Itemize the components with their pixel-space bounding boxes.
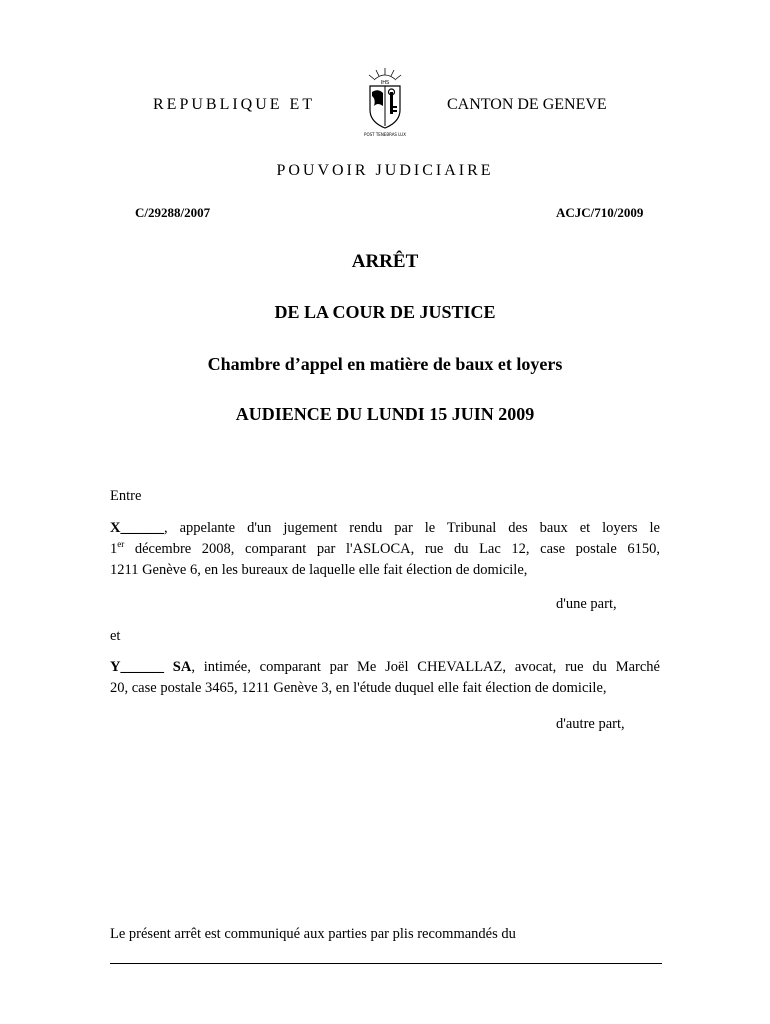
- party2-line1: [110, 657, 660, 678]
- party1-line3: 1211 Genève 6, en les bureaux de laquelle elle fait élection de domicile,: [110, 562, 528, 578]
- communication-note: Le présent arrêt est communiqué aux parties par plis recommandés du: [110, 926, 516, 942]
- party1-block: [110, 518, 660, 581]
- title-chambre: Chambre d’appel en matière de baux et loyers: [207, 354, 563, 374]
- party1-name: X______: [110, 520, 164, 536]
- footer-rule: [110, 963, 662, 964]
- party1-role: d'une part,: [556, 596, 617, 612]
- header-left: REPUBLIQUE ET: [153, 96, 316, 113]
- et-label: et: [110, 628, 121, 644]
- party1-line1: [110, 518, 660, 539]
- case-number: C/29288/2007: [135, 205, 211, 220]
- party2-block: [110, 657, 660, 699]
- title-cour: DE LA COUR DE JUSTICE: [274, 302, 496, 322]
- party1-line2: [110, 539, 660, 560]
- title-audience: AUDIENCE DU LUNDI 15 JUIN 2009: [235, 404, 535, 424]
- party1-text2: décembre 2008, comparant par l'ASLOCA, rue du Lac 12, case postale 6150,: [124, 541, 660, 557]
- header-right: CANTON DE GENEVE: [447, 96, 607, 113]
- entre-label: Entre: [110, 488, 142, 504]
- party2-line2: 20, case postale 3465, 1211 Genève 3, en l'étude duquel elle fait élection de domicile,: [110, 680, 607, 696]
- svg-text:IHS: IHS: [380, 80, 390, 86]
- party1-date-sup: er: [117, 539, 125, 550]
- decision-number: ACJC/710/2009: [556, 205, 644, 220]
- title-arret: ARRÊT: [351, 251, 419, 272]
- party1-text1: , appelante d'un jugement rendu par le Tribunal des baux et loyers le: [163, 520, 660, 536]
- party2-role: d'autre part,: [556, 716, 625, 732]
- header-subtitle: POUVOIR JUDICIAIRE: [276, 162, 494, 179]
- party2-text1: , intimée, comparant par Me Joël CHEVALLAZ, avocat, rue du Marché: [191, 659, 660, 675]
- geneva-coat-of-arms-icon: [360, 66, 410, 138]
- party2-name: Y______ SA: [110, 659, 192, 675]
- svg-text:POST TENEBRAS LUX: POST TENEBRAS LUX: [364, 132, 406, 137]
- party1-date-num: 1: [110, 541, 118, 557]
